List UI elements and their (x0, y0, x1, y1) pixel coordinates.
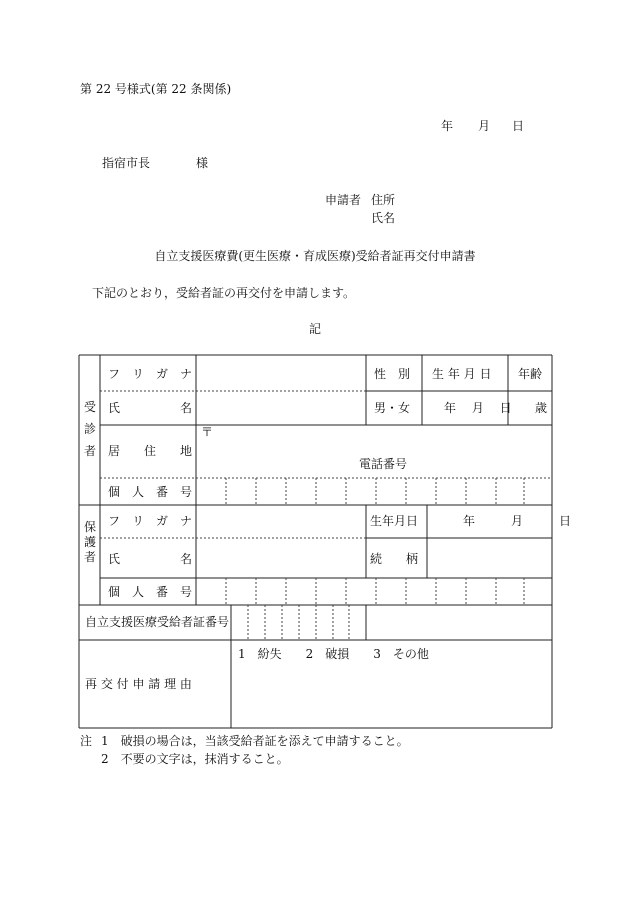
note-item-2: 2 不要の文字は，抹消すること。 (101, 752, 289, 766)
certificate-number-dividers (248, 605, 349, 640)
patient-birthdate-value: 年 月 日 (444, 401, 512, 415)
document-title: 自立支援医療費(更生医療・育成医療)受給者証再交付申請書 (154, 249, 476, 263)
patient-age-unit: 歳 (535, 401, 548, 415)
guardian-relation-label: 続 柄 (370, 552, 419, 566)
guardian-birthdate-label: 生年月日 (370, 514, 419, 528)
patient-phone-label: 電話番号 (359, 457, 408, 471)
reason-label: 再 交 付 申 請 理 由 (85, 677, 192, 691)
date-month-label: 月 (478, 119, 491, 133)
intro-text: 下記のとおり，受給者証の再交付を申請します。 (92, 286, 356, 300)
applicant-role: 申請者 (325, 193, 362, 207)
patient-sex-label: 性 別 (374, 367, 411, 381)
patient-furigana-label: フ リ ガ ナ (108, 367, 193, 381)
patient-residence-label: 居 住 地 (108, 444, 193, 458)
patient-number-dividers (226, 478, 524, 505)
guardian-individual-number-label: 個 人 番 号 (108, 585, 193, 599)
patient-individual-number-label: 個 人 番 号 (108, 485, 193, 499)
guardian-number-dividers (226, 578, 524, 605)
guardian-furigana-label: フ リ ガ ナ (108, 514, 193, 528)
form-number: 第 22 号様式(第 22 条関係) (80, 82, 232, 96)
patient-group-label-1: 受 (83, 400, 96, 414)
guardian-group-label-2: 護 (83, 535, 96, 549)
patient-group-label-3: 者 (83, 444, 96, 458)
patient-sex-value: 男・女 (374, 401, 411, 415)
certificate-number-label: 自立支援医療受給者証番号 (85, 615, 230, 629)
patient-age-label: 年齢 (518, 367, 543, 381)
guardian-group-label-3: 者 (83, 550, 96, 564)
patient-birthdate-label: 生 年 月 日 (432, 367, 492, 381)
addressee-honorific: 様 (196, 156, 209, 170)
applicant-address-label: 住所 (371, 193, 396, 207)
postal-mark: 〒 (201, 425, 214, 439)
date-year-label: 年 (441, 119, 454, 133)
guardian-group-label-1: 保 (83, 520, 96, 534)
patient-name-label: 氏 名 (108, 401, 193, 415)
date-day-label: 日 (512, 119, 525, 133)
notes-prefix: 注 (80, 734, 93, 748)
note-item-1: 1 破損の場合は，当該受給者証を添えて申請すること。 (101, 734, 409, 748)
reason-options: 1 紛失 2 破損 3 その他 (238, 647, 429, 661)
addressee-label: 指宿市長 (102, 156, 151, 170)
guardian-name-label: 氏 名 (108, 552, 193, 566)
guardian-birthdate-value: 年 月 日 (463, 514, 572, 528)
applicant-name-label: 氏名 (371, 211, 396, 225)
patient-group-label-2: 診 (83, 422, 96, 436)
ki-label: 記 (308, 322, 321, 336)
